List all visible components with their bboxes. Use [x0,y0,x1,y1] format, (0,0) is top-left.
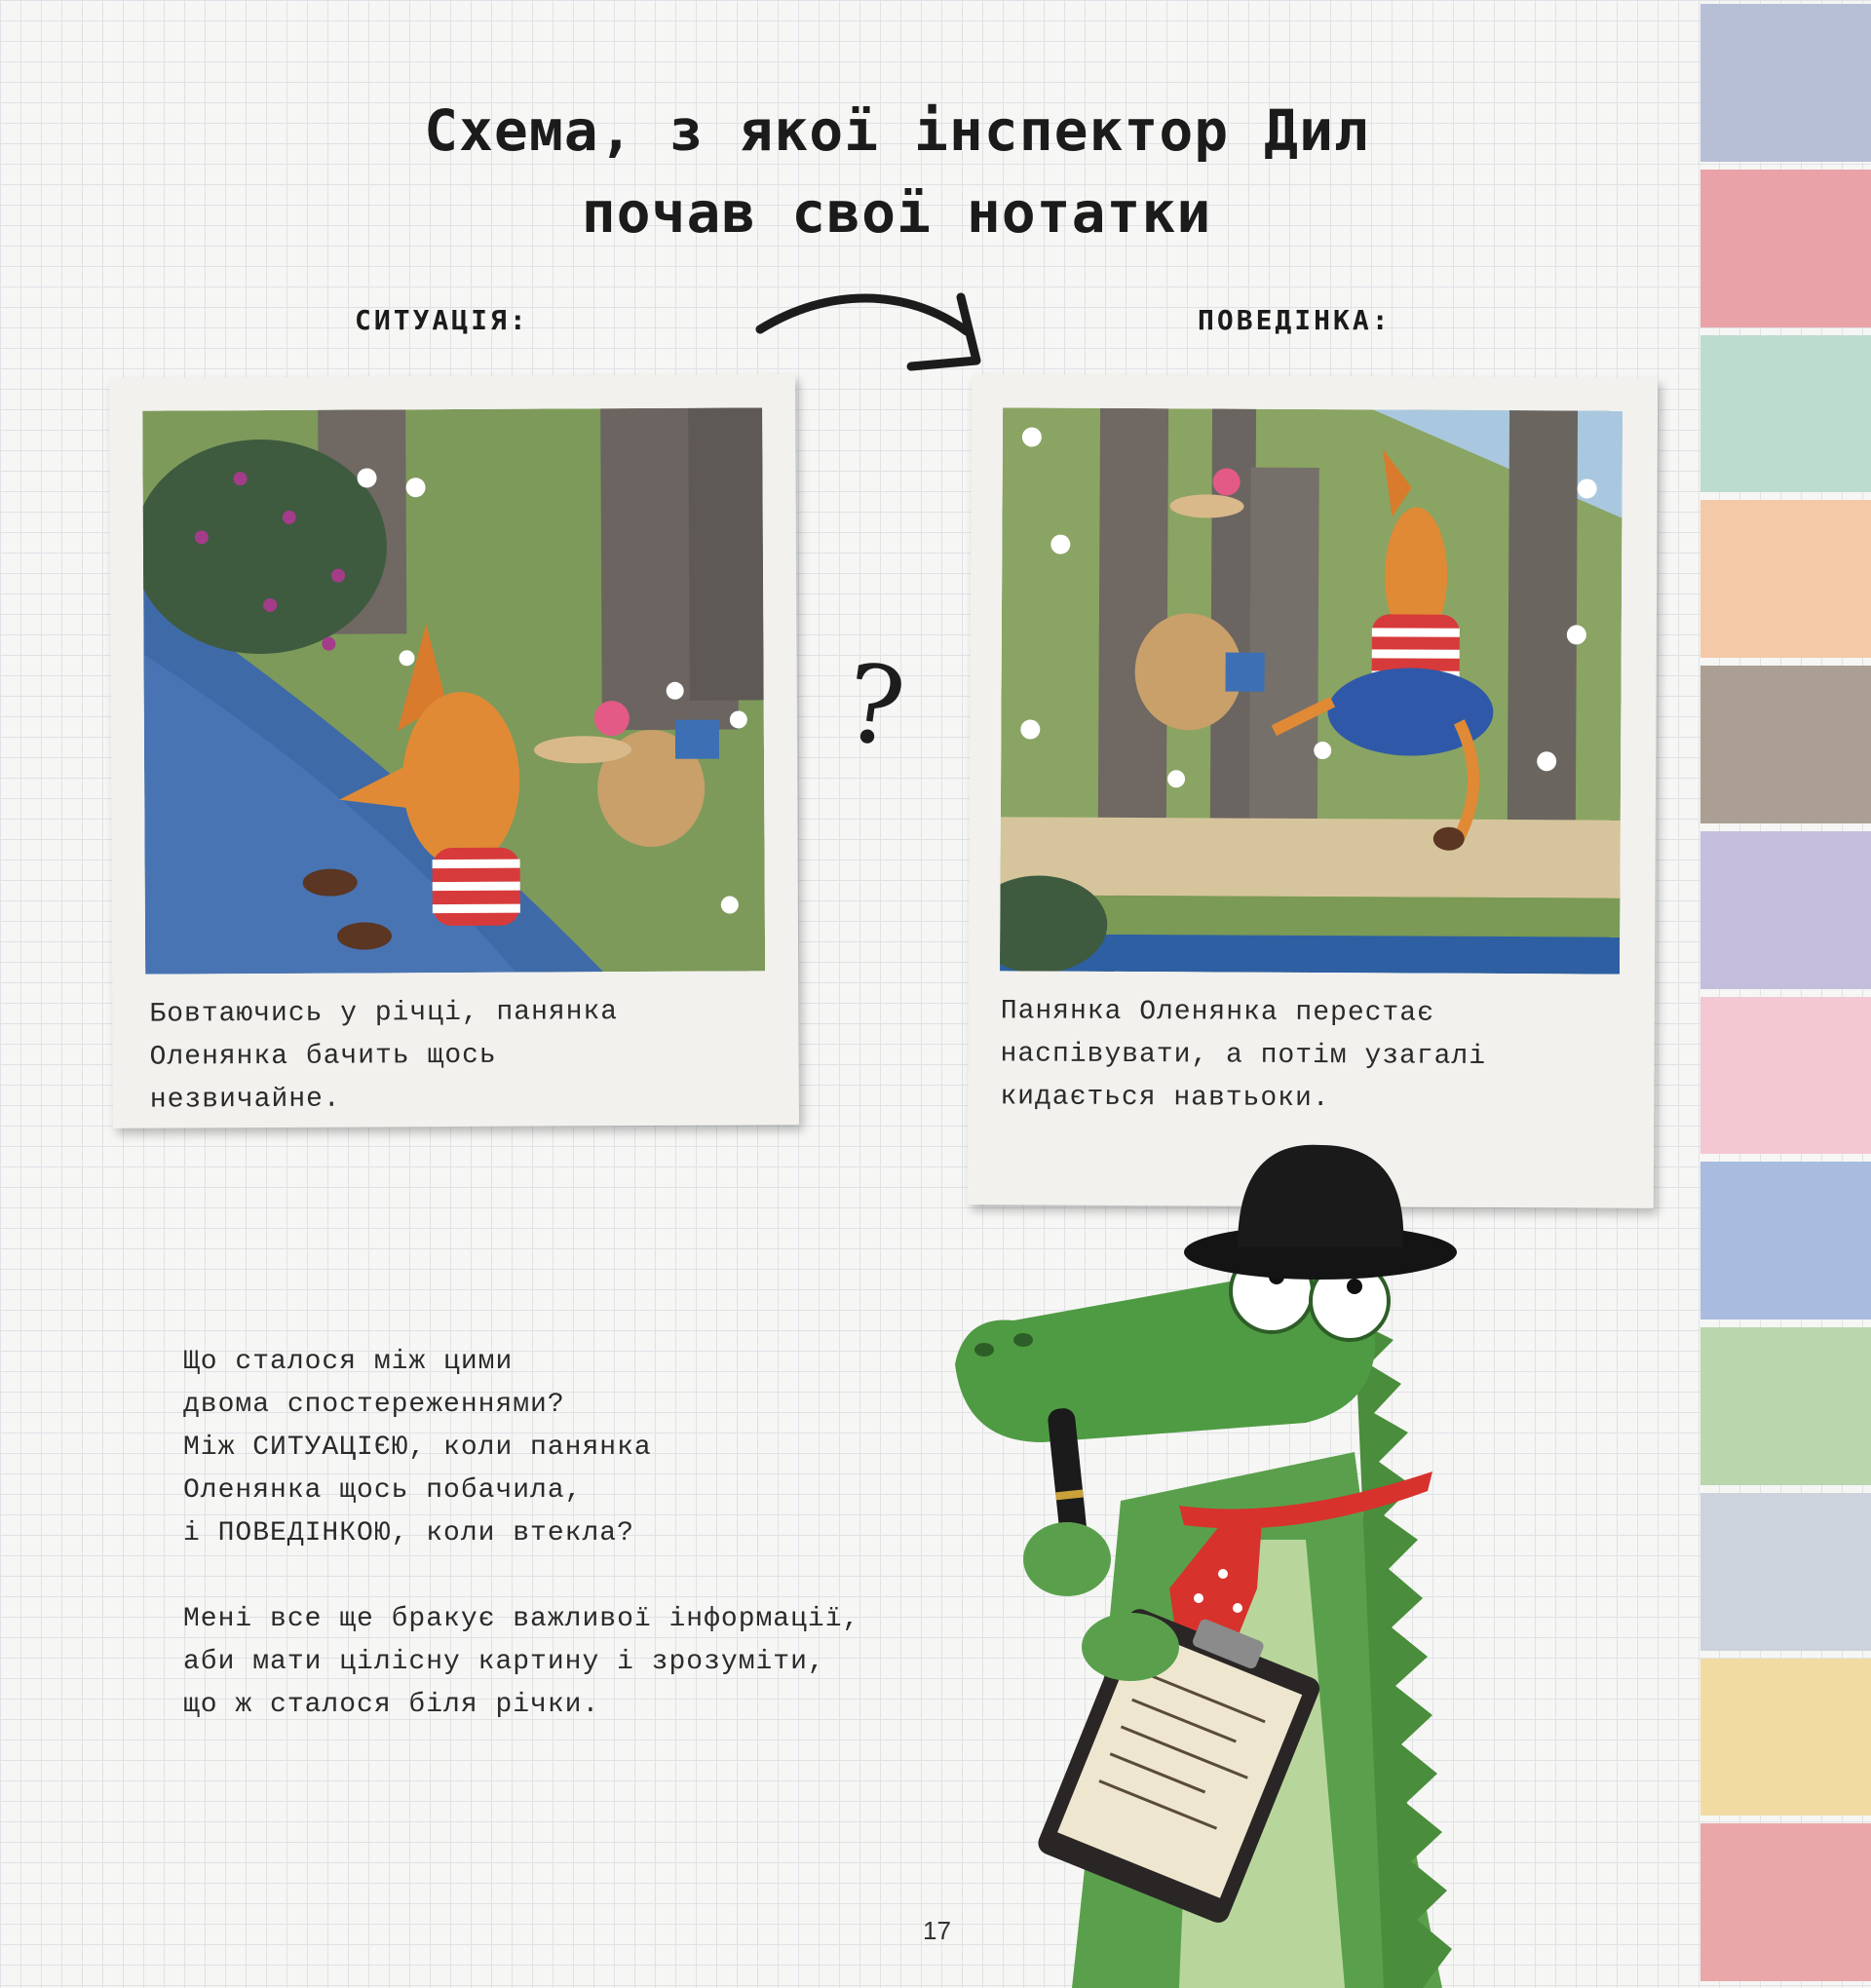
caption-line: Панянка Оленянка перестає [1000,996,1434,1029]
caption-line: наспівувати, а потім узагалі [1000,1039,1487,1072]
body-line: Що сталося між цими [183,1347,514,1377]
page-title-line2: почав свої нотатки [581,179,1212,246]
body-line: аби мати цілісну картину і зрозуміти, [183,1647,825,1677]
side-stripe [1700,831,1871,989]
body-line: і ПОВЕДІНКОЮ, коли втекла? [183,1518,634,1548]
question-mark: ? [837,639,912,772]
behavior-card [968,374,1658,1208]
behavior-label: ПОВЕДІНКА: [1198,304,1392,336]
side-stripe [1700,4,1871,162]
side-stripe [1700,335,1871,493]
behavior-caption [1000,990,1486,1122]
side-stripe [1700,170,1871,327]
page-title [253,90,1540,253]
side-stripe [1700,1823,1871,1981]
side-stripe [1700,1327,1871,1485]
crocodile-inspector-illustration [936,1130,1520,1988]
side-stripe [1700,666,1871,823]
caption-line: незвичайне. [149,1084,341,1116]
behavior-illustration [1000,407,1623,974]
body-line: двома спостереженнями? [183,1390,565,1420]
body-paragraph-1 [183,1341,652,1555]
body-line: Між СИТУАЦІЄЮ, коли панянка [183,1433,652,1463]
body-line: Оленянка щось побачила, [183,1475,583,1506]
caption-line: Оленянка бачить щось [149,1040,497,1073]
side-stripe [1700,500,1871,658]
side-stripe [1700,1162,1871,1319]
side-stripe [1700,1493,1871,1651]
situation-illustration [142,407,765,974]
situation-caption [149,991,618,1123]
situation-card [109,374,799,1128]
caption-line: Бовтаючись у річці, панянка [149,997,619,1030]
body-line: що ж сталося біля річки. [183,1690,600,1720]
body-line: Мені все ще бракує важливої інформації, [183,1604,860,1634]
side-stripe [1700,1659,1871,1816]
situation-label: СИТУАЦІЯ: [355,304,529,336]
caption-line: кидається навтьоки. [1000,1082,1330,1115]
page-title-line1: Схема, з якої інспектор Дил [424,97,1369,164]
body-paragraph-2 [183,1598,859,1727]
side-stripe [1700,997,1871,1155]
page-number: 17 [923,1916,951,1945]
